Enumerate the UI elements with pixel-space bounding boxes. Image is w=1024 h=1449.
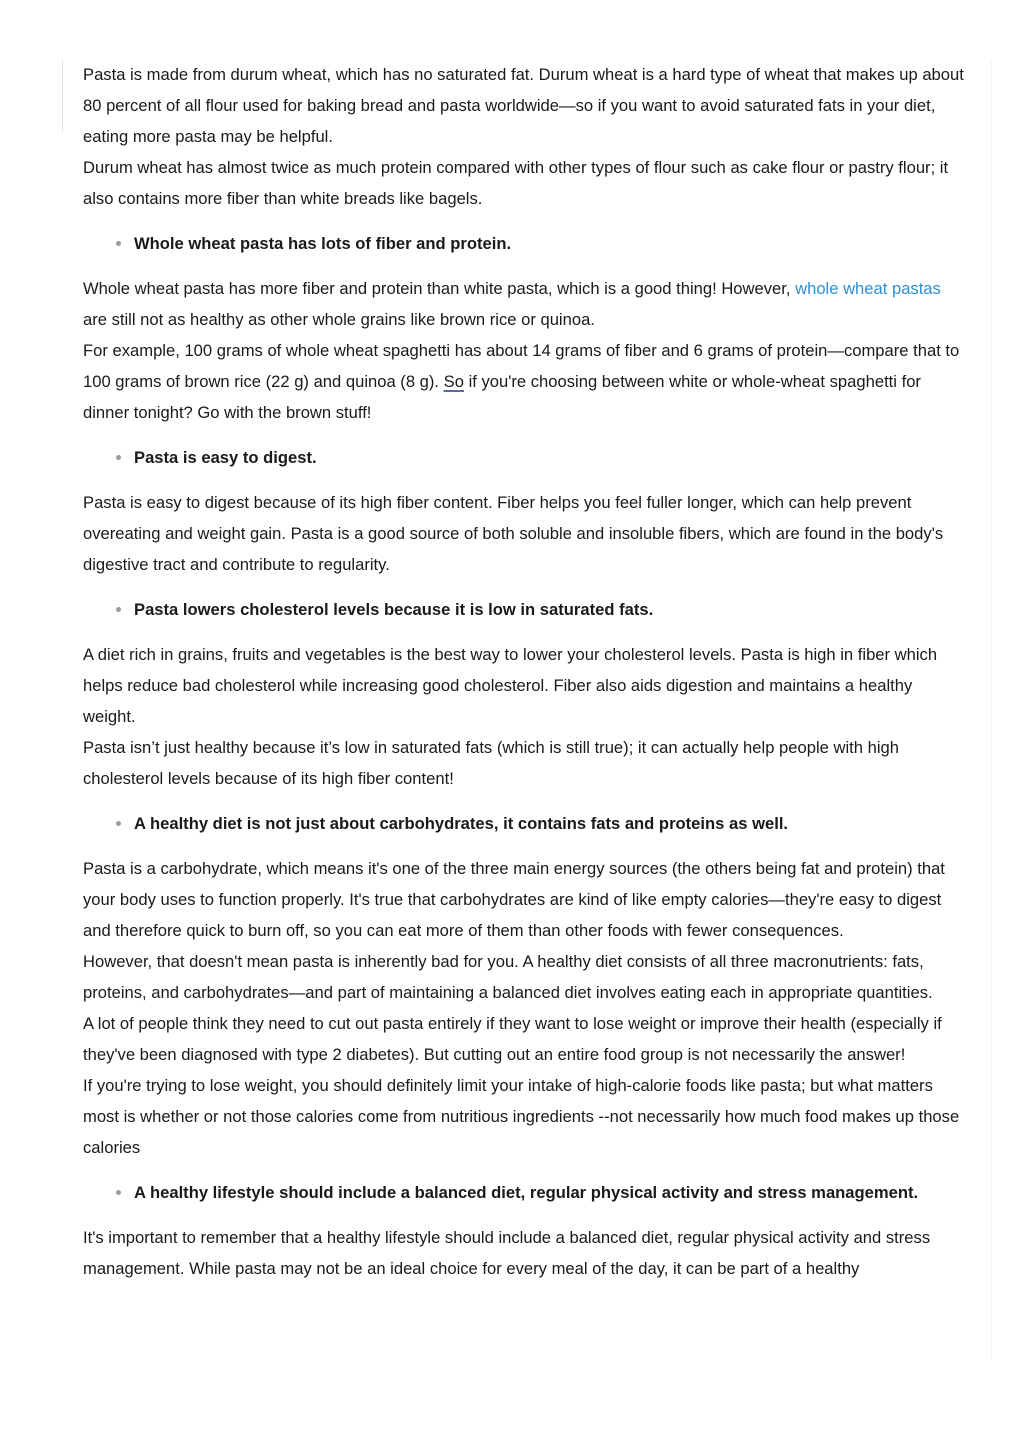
text-span: are still not as healthy as other whole grains like brown rice or quinoa. — [83, 310, 595, 329]
text-span: Whole wheat pasta has more fiber and protein than white pasta, which is a good thing! However, — [83, 279, 796, 298]
bullet-list — [83, 228, 968, 259]
paragraph: A diet rich in grains, fruits and vegetables is the best way to lower your cholesterol levels. Pasta is high in fiber which helps reduce bad cholesterol while increasing good cholesterol. Fiber also aids digestion and maintains a healthy weight. — [83, 645, 938, 726]
text-span: For example, 100 grams of whole wheat spaghetti has about 14 grams of fiber and 6 grams of protein—compare that to 100 grams of brown rice (22 g) and quinoa (8 g). — [83, 341, 960, 391]
left-margin-rule — [62, 60, 63, 132]
paragraph: If you're trying to lose weight, you should definitely limit your intake of high-calorie foods like pasta; but what matters most is whether or not those calories come from nutritious ingredients --not necessarily how much food makes up those calories — [83, 1076, 960, 1157]
paragraph: Durum wheat has almost twice as much protein compared with other types of flour such as cake flour or pastry flour; it also contains more fiber than white breads like bagels. — [83, 158, 949, 208]
bullet-heading: Pasta is easy to digest. — [134, 442, 968, 473]
whole-wheat-pastas-link[interactable]: whole wheat pastas — [795, 279, 941, 298]
right-margin-rule — [991, 60, 992, 1360]
paragraph: Pasta is a carbohydrate, which means it's one of the three main energy sources (the others being fat and protein) that your body uses to function properly. It's true that carbohydrates are kind of like empty calories—they're easy to digest and therefore quick to burn off, so you can eat more of them than other foods with fewer consequences. — [83, 859, 945, 940]
article-body — [83, 59, 968, 1284]
bullet-list — [83, 442, 968, 473]
paragraph: A lot of people think they need to cut out pasta entirely if they want to lose weight or improve their health (especially if they've been diagnosed with type 2 diabetes). But cutting out an entire food group is not necessarily the answer! — [83, 1014, 942, 1064]
paragraph: Pasta is made from durum wheat, which has no saturated fat. Durum wheat is a hard type of wheat that makes up about 80 percent of all flour used for baking bread and pasta worldwide—so if you want to avoid saturated fats in your diet, eating more pasta may be helpful. — [83, 65, 964, 146]
paragraph: Pasta isn’t just healthy because it’s low in saturated fats (which is still true); it can actually help people with high cholesterol levels because of its high fiber content! — [83, 738, 899, 788]
bullet-heading: Whole wheat pasta has lots of fiber and protein. — [134, 228, 968, 259]
bullet-heading: Pasta lowers cholesterol levels because it is low in saturated fats. — [134, 594, 968, 625]
paragraph: Pasta is easy to digest because of its high fiber content. Fiber helps you feel fuller longer, which can help prevent overeating and weight gain. Pasta is a good source of both soluble and insoluble fibers, which are found in the body's digestive tract and contribute to regularity. — [83, 493, 944, 574]
bullet-list — [83, 1177, 968, 1208]
paragraph — [83, 335, 968, 428]
text-span: if you're choosing between white or whole-wheat spaghetti for dinner tonight? Go with the brown stuff! — [83, 372, 921, 422]
bullet-heading: A healthy lifestyle should include a balanced diet, regular physical activity and stress management. — [134, 1177, 968, 1208]
paragraph: However, that doesn't mean pasta is inherently bad for you. A healthy diet consists of all three macronutrients: fats, proteins, and carbohydrates—and part of maintaining a balanced diet involves eating each in appropriate quantities. — [83, 952, 933, 1002]
paragraph — [83, 273, 968, 335]
bullet-list — [83, 808, 968, 839]
bullet-list — [83, 594, 968, 625]
spellcheck-underlined-word[interactable]: So — [443, 372, 464, 391]
paragraph: It's important to remember that a healthy lifestyle should include a balanced diet, regular physical activity and stress management. While pasta may not be an ideal choice for every meal of the day, it can be part of a healthy — [83, 1228, 931, 1278]
bullet-heading: A healthy diet is not just about carbohydrates, it contains fats and proteins as well. — [134, 808, 968, 839]
